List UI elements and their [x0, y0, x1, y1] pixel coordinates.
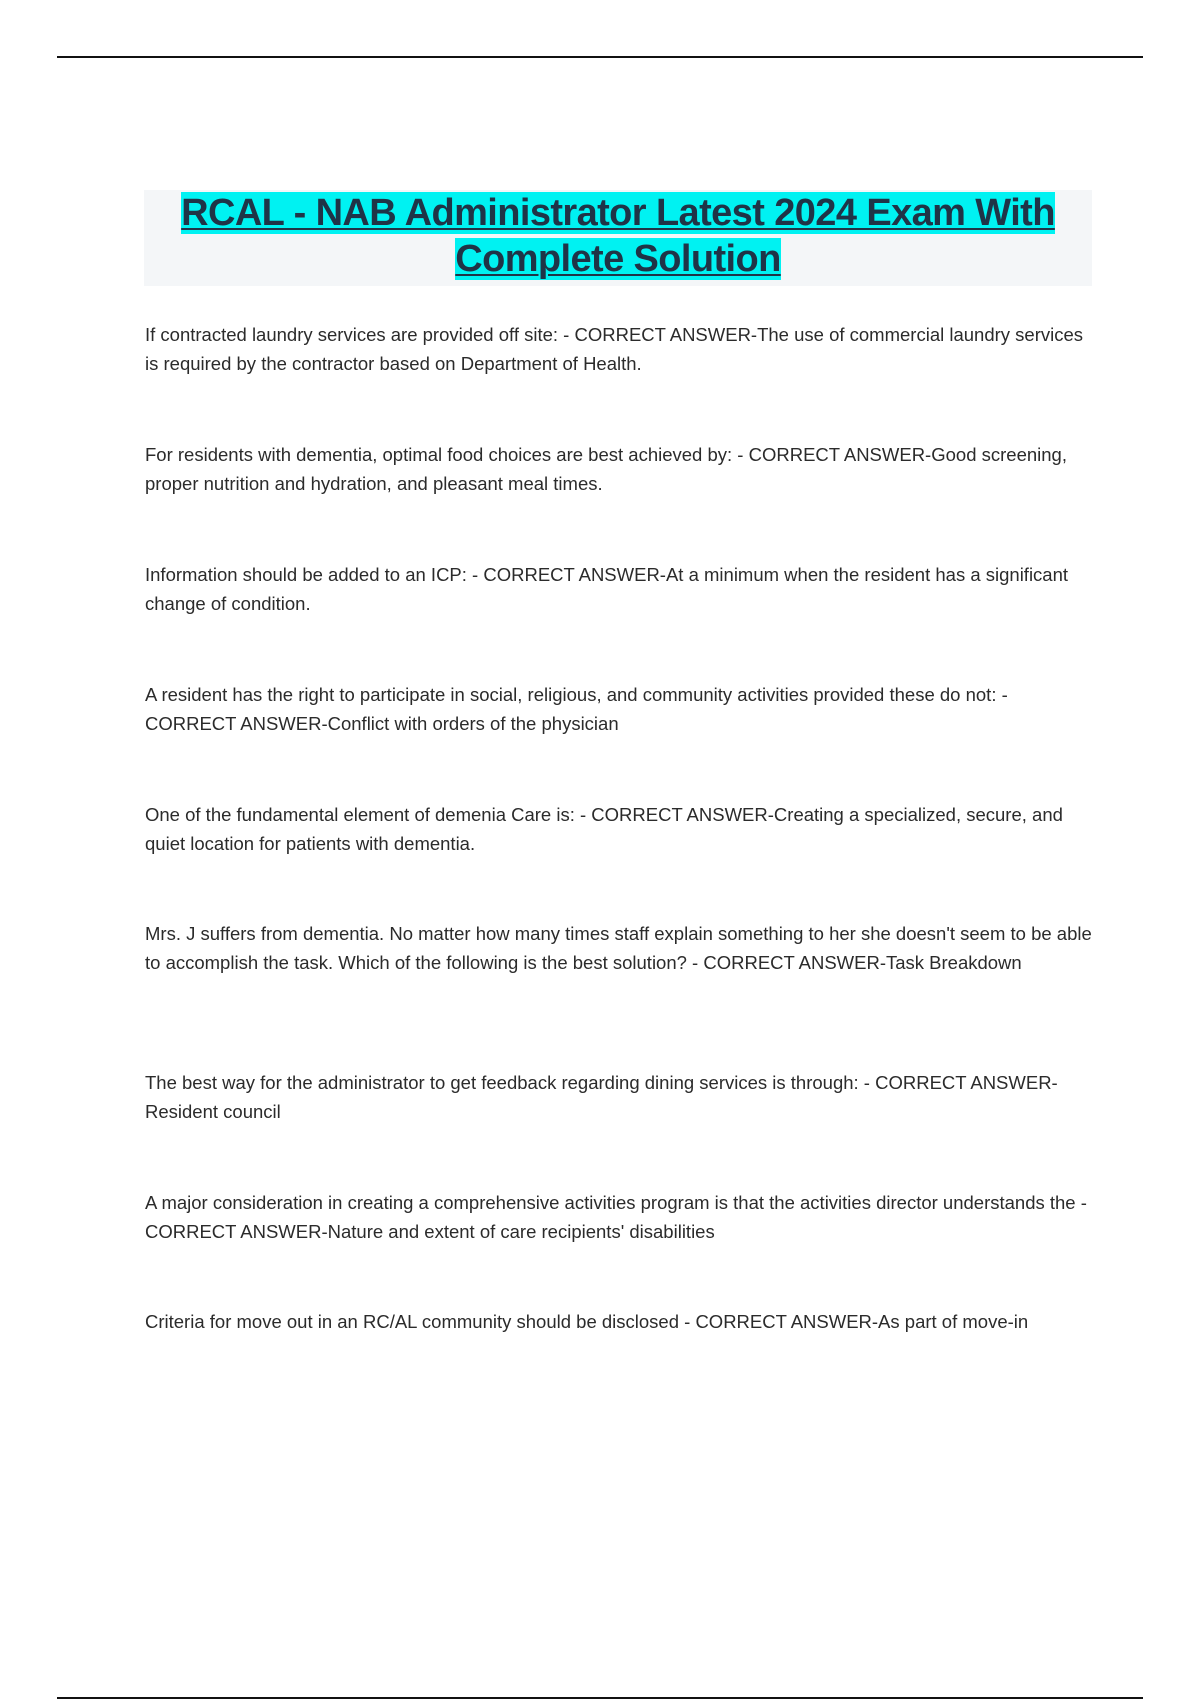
qa-item-6: Mrs. J suffers from dementia. No matter how many times staff explain something to her she doesn't seem to be able to accomplish the task. Which of the following is the best solution? - CORRECT ANSWER-Task Breakdown: [145, 923, 1092, 973]
title-banner: [144, 190, 1092, 286]
qa-item-7: The best way for the administrator to get feedback regarding dining services is through: - CORRECT ANSWER-Resident council: [145, 1072, 1058, 1122]
top-rule: [57, 56, 1143, 58]
qa-item-5: One of the fundamental element of demenia Care is: - CORRECT ANSWER-Creating a specialized, secure, and quiet location for patients with dementia.: [145, 804, 1063, 854]
qa-item-4: A resident has the right to participate in social, religious, and community activities provided these do not: - CORRECT ANSWER-Conflict with orders of the physician: [145, 684, 1008, 734]
qa-item-1: If contracted laundry services are provided off site: - CORRECT ANSWER-The use of commercial laundry services is required by the contractor based on Department of Health.: [145, 324, 1084, 374]
qa-item-3: Information should be added to an ICP: - CORRECT ANSWER-At a minimum when the resident has a significant change of condition.: [145, 564, 1069, 614]
document-title: RCAL - NAB Administrator Latest 2024 Exam With Complete Solution: [181, 192, 1055, 280]
qa-item-9: Criteria for move out in an RC/AL community should be disclosed - CORRECT ANSWER-As part of move-in: [145, 1311, 1029, 1332]
qa-item-2: For residents with dementia, optimal food choices are best achieved by: - CORRECT ANSWER-Good screening, proper nutrition and hydration, and pleasant meal times.: [145, 444, 1067, 494]
qa-item-8: A major consideration in creating a comprehensive activities program is that the activities director understands the - CORRECT ANSWER-Nature and extent of care recipients' disabilities: [145, 1192, 1087, 1242]
bottom-rule: [57, 1697, 1143, 1699]
